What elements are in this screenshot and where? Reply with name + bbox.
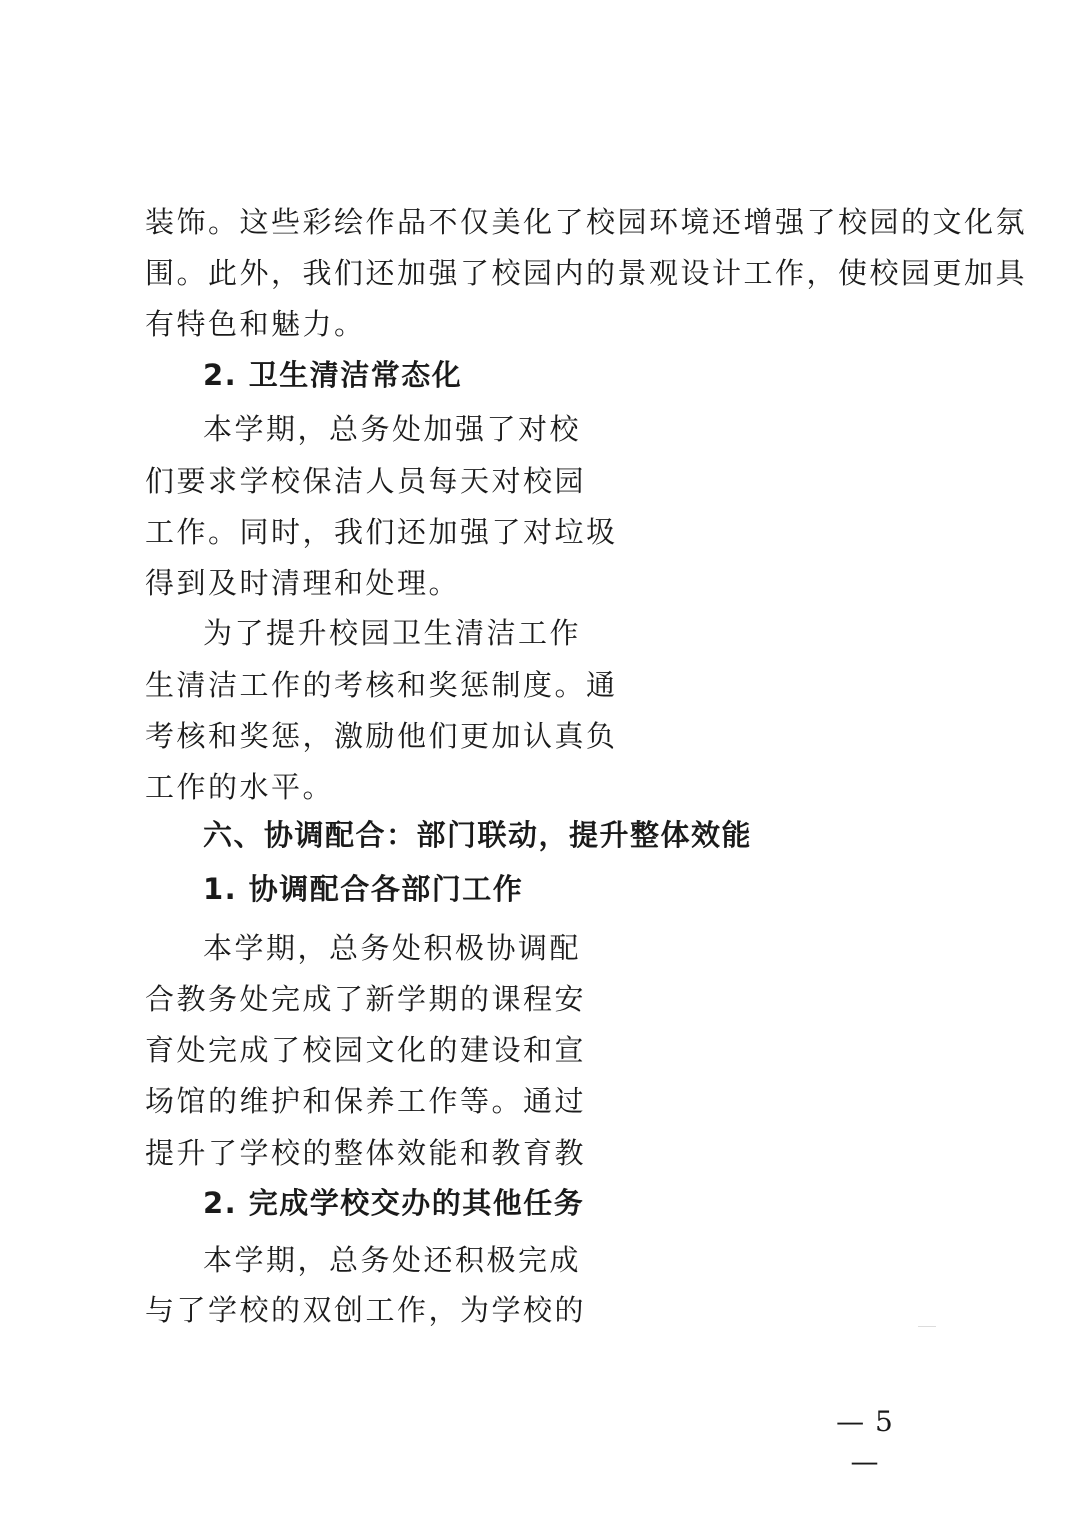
- subsection-heading: 2. 完成学校交办的其他任务: [203, 1186, 585, 1220]
- paragraph-line: 工作。同时，我们还加强了对垃圾: [145, 515, 618, 549]
- paragraph-line: 为了提升校园卫生清洁工作: [203, 616, 582, 650]
- section-title: 六、协调配合：部门联动，提升整体效能: [203, 818, 753, 852]
- paragraph-line: 考核和奖惩，激励他们更加认真负: [145, 719, 618, 753]
- paragraph-line: 得到及时清理和处理。: [145, 566, 461, 600]
- page-number: — 5 —: [836, 1405, 894, 1478]
- paragraph-line: 工作的水平。: [145, 770, 335, 804]
- paragraph-line: 与了学校的双创工作，为学校的: [145, 1293, 587, 1327]
- paragraph-line: 围。此外，我们还加强了校园内的景观设计工作，使校园更加具: [145, 256, 1028, 290]
- paragraph-line: 场馆的维护和保养工作等。通过: [145, 1084, 587, 1118]
- paragraph-line: 本学期，总务处还积极完成: [203, 1243, 582, 1277]
- paragraph-line: 提升了学校的整体效能和教育教: [145, 1136, 587, 1170]
- scan-speck: [918, 1326, 936, 1327]
- paragraph-line: 本学期，总务处积极协调配: [203, 931, 582, 965]
- paragraph-line: 装饰。这些彩绘作品不仅美化了校园环境还增强了校园的文化氛: [145, 205, 1028, 239]
- paragraph-line: 有特色和魅力。: [145, 307, 366, 341]
- subsection-heading: 1. 协调配合各部门工作: [203, 872, 524, 906]
- paragraph-line: 本学期，总务处加强了对校: [203, 412, 582, 446]
- paragraph-line: 生清洁工作的考核和奖惩制度。通: [145, 668, 618, 702]
- paragraph-line: 育处完成了校园文化的建设和宣: [145, 1033, 587, 1067]
- subsection-heading: 2. 卫生清洁常态化: [203, 358, 463, 392]
- paragraph-line: 合教务处完成了新学期的课程安: [145, 982, 587, 1016]
- paragraph-line: 们要求学校保洁人员每天对校园: [145, 464, 587, 498]
